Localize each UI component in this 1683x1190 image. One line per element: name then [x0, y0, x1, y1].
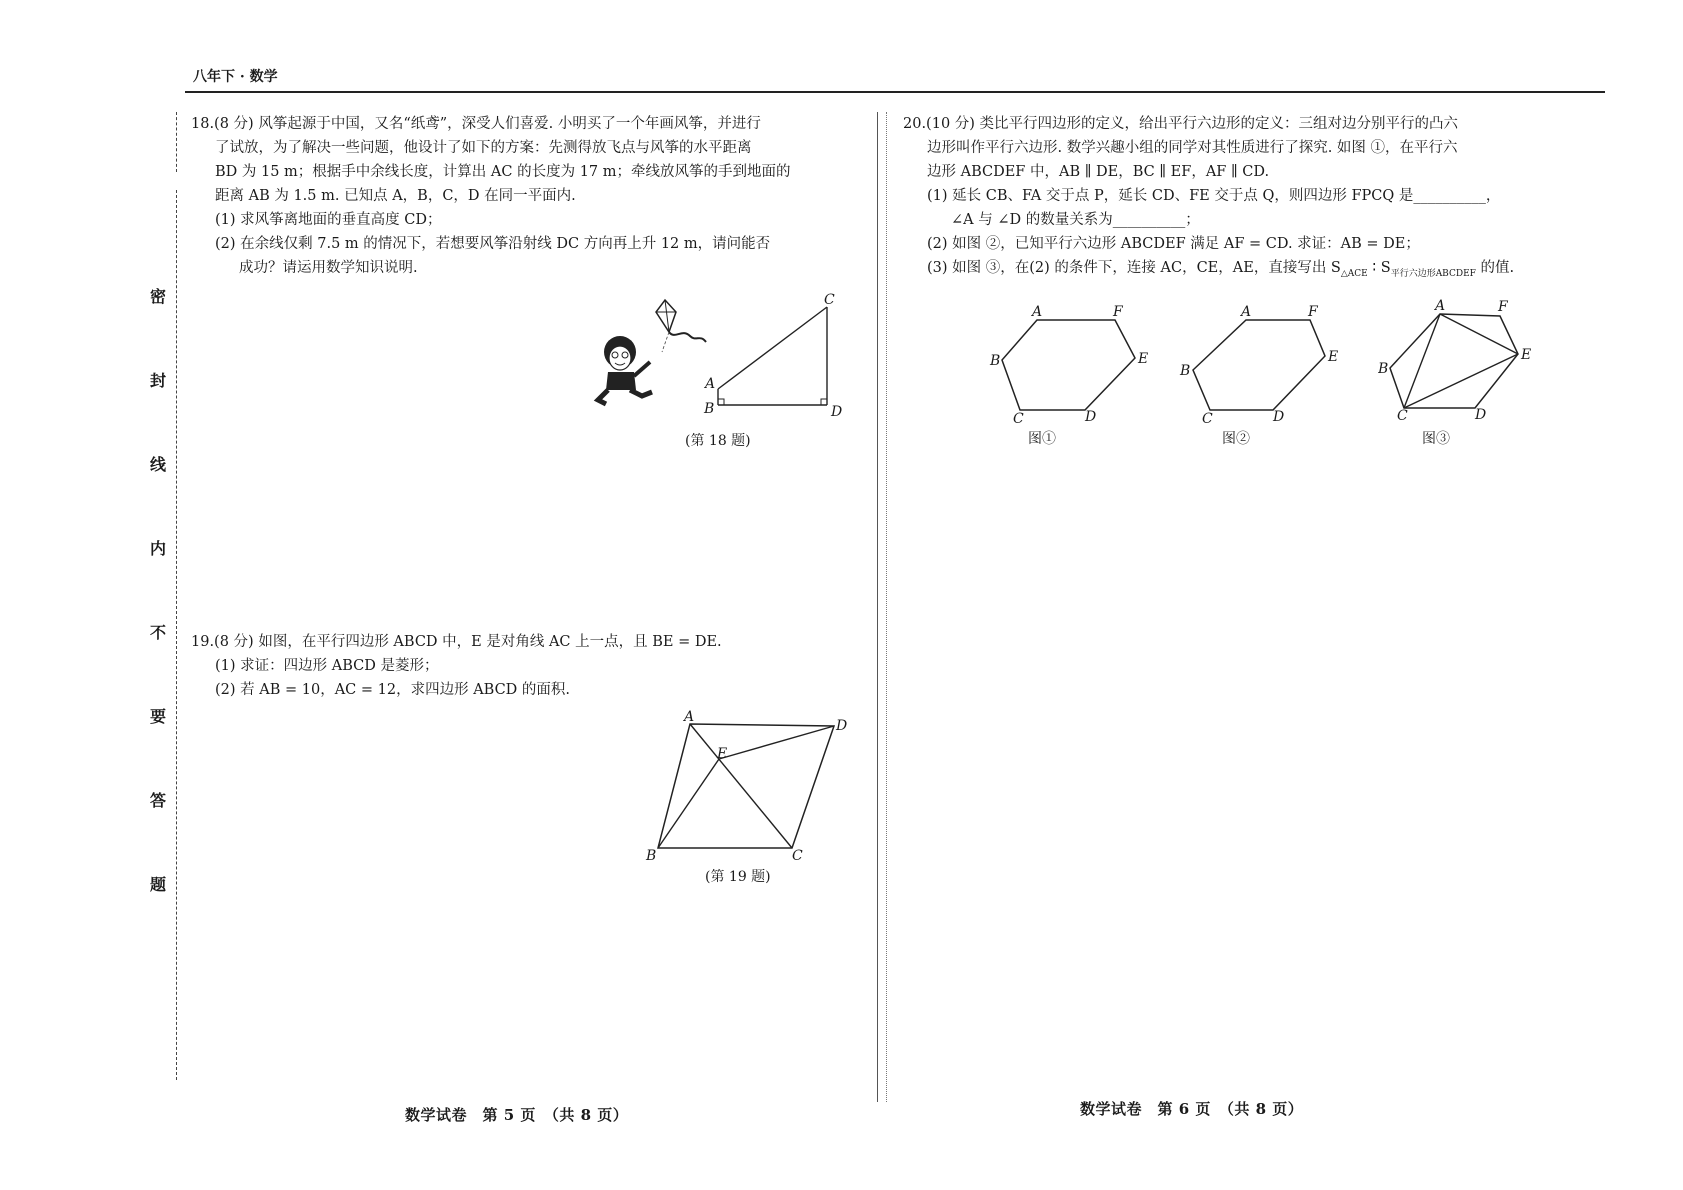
fig20-2-label-f: F [1308, 304, 1318, 320]
page-divider [877, 112, 878, 1102]
figure-20-1-caption: 图① [1028, 431, 1056, 447]
q18-part-2-line-1: (2) 在余线仅剩 7.5 m 的情况下，若想要风筝沿射线 DC 方向再上升 12 m，请问能否 [215, 236, 771, 252]
fig20-2-label-c: C [1202, 411, 1213, 427]
kite-illustration [656, 300, 706, 352]
footer-page-5: 数学试卷 第 5 页 （共 8 页） [405, 1106, 629, 1124]
q20-part-3-mid: ∶ S [1367, 260, 1391, 276]
q18-line-2: 了试放，为了解决一些问题，他设计了如下的方案：先测得放飞点与风筝的水平距离 [215, 140, 752, 156]
q20-part-1-line-2: ∠A 与 ∠D 的数量关系为__________； [951, 212, 1200, 228]
q20-line-2: 边形叫作平行六边形. 数学兴趣小组的同学对其性质进行了探究. 如图 ①，在平行六 [927, 140, 1458, 156]
fig20-1-label-a: A [1032, 304, 1043, 320]
q20-part-3-prefix: (3) 如图 ③，在(2) 的条件下，连接 AC，CE，AE，直接写出 S [927, 260, 1341, 276]
fig19-label-d: D [836, 718, 848, 734]
q20-part-3-sub-1: △ACE [1340, 268, 1368, 279]
header-label: 八年下 · 数学 [193, 69, 278, 85]
fig20-2-label-b: B [1180, 363, 1191, 379]
fig18-label-d: D [831, 404, 843, 420]
fig18-label-c: C [824, 292, 835, 308]
q19-part-1: (1) 求证：四边形 ABCD 是菱形； [215, 658, 439, 674]
fig20-3-label-a: A [1435, 298, 1446, 314]
q20-line-1: 20.(10 分) 类比平行四边形的定义，给出平行六边形的定义：三组对边分别平行的凸六 [903, 116, 1459, 132]
fig20-3-label-e: E [1521, 347, 1532, 363]
fig19-label-a: A [684, 709, 695, 725]
question-19 [191, 630, 871, 702]
seal-char-1: 密 [150, 287, 167, 306]
fig20-1-label-e: E [1138, 351, 1149, 367]
fig20-3-label-c: C [1397, 408, 1408, 424]
figure-20-2 [1178, 298, 1348, 428]
binding-dashed-line-top [176, 112, 177, 172]
figure-19-caption: (第 19 题) [705, 869, 771, 885]
figure-20-3-caption: 图③ [1422, 431, 1450, 447]
q20-part-3-sub-2: 平行六边形ABCDEF [1390, 268, 1476, 279]
fig20-3-label-b: B [1378, 361, 1389, 377]
q20-line-3: 边形 ABCDEF 中，AB ∥ DE，BC ∥ EF，AF ∥ CD. [927, 164, 1270, 180]
child-illustration [598, 336, 652, 404]
footer-page-6: 数学试卷 第 6 页 （共 8 页） [1080, 1100, 1304, 1118]
seal-char-3: 线 [150, 455, 167, 474]
fig20-2-label-a: A [1241, 304, 1252, 320]
fig20-3-label-d: D [1475, 407, 1487, 423]
figure-19 [640, 708, 860, 863]
header-rule [185, 91, 1605, 93]
fig20-3-label-f: F [1498, 299, 1508, 315]
q18-line-4: 距离 AB 为 1.5 m. 已知点 A，B，C，D 在同一平面内. [215, 188, 576, 204]
page-divider-dotted [886, 112, 887, 1102]
q18-part-1: (1) 求风筝离地面的垂直高度 CD； [215, 212, 442, 228]
fig18-label-a: A [705, 376, 716, 392]
fig18-label-b: B [704, 401, 715, 417]
seal-char-5: 不 [150, 623, 167, 642]
q20-part-3-suffix: 的值. [1475, 260, 1515, 276]
figure-20-3 [1378, 298, 1548, 428]
q18-line-1: 18.(8 分) 风筝起源于中国，又名“纸鸢”，深受人们喜爱. 小明买了一个年画风筝，并进行 [191, 116, 761, 132]
q19-part-2: (2) 若 AB = 10，AC = 12，求四边形 ABCD 的面积. [215, 682, 571, 698]
q20-part-1-line-1: (1) 延长 CB、FA 交于点 P，延长 CD、FE 交于点 Q，则四边形 FPCQ 是__________， [927, 188, 1501, 204]
figure-18-caption: (第 18 题) [685, 433, 751, 449]
seal-char-8: 题 [150, 875, 167, 894]
question-20 [903, 112, 1543, 286]
fig19-label-e: E [717, 746, 728, 762]
q18-part-2-line-2: 成功？请运用数学知识说明. [239, 260, 418, 276]
binding-dashed-line [176, 190, 177, 1080]
question-18 [191, 112, 871, 280]
seal-char-4: 内 [150, 539, 167, 558]
fig19-label-c: C [792, 848, 803, 863]
figure-18-triangle [718, 307, 827, 405]
fig20-1-label-b: B [990, 353, 1001, 369]
fig20-1-label-c: C [1013, 411, 1024, 427]
figure-20-2-caption: 图② [1222, 431, 1250, 447]
fig20-1-label-d: D [1085, 409, 1097, 425]
fig19-label-b: B [646, 848, 657, 863]
seal-char-2: 封 [150, 371, 167, 390]
figure-18 [590, 290, 860, 425]
q18-line-3: BD 为 15 m；根据手中余线长度，计算出 AC 的长度为 17 m；牵线放风筝的手到地面的 [215, 164, 791, 180]
fig20-2-label-e: E [1328, 349, 1339, 365]
q19-line-1: 19.(8 分) 如图，在平行四边形 ABCD 中，E 是对角线 AC 上一点，且 BE = DE. [191, 634, 722, 650]
q20-part-2: (2) 如图 ②，已知平行六边形 ABCDEF 满足 AF = CD. 求证：AB = DE； [927, 236, 1420, 252]
figure-20-1 [985, 298, 1155, 428]
q20-part-3 [903, 256, 1543, 286]
seal-char-7: 答 [150, 791, 167, 810]
fig20-1-label-f: F [1113, 304, 1123, 320]
fig20-2-label-d: D [1273, 409, 1285, 425]
seal-char-6: 要 [150, 707, 167, 726]
